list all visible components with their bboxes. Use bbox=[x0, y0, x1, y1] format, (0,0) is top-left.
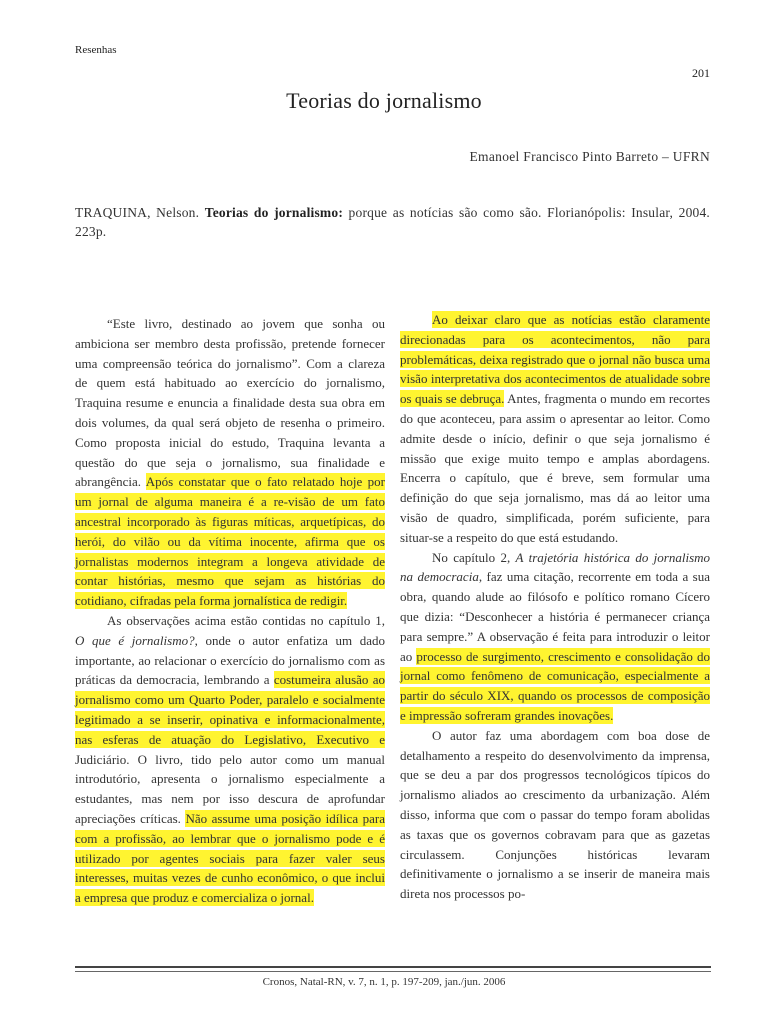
journal-footer: Cronos, Natal-RN, v. 7, n. 1, p. 197-209, jan./jun. 2006 bbox=[262, 976, 506, 988]
right-p2-chapter-title: A trajetória histórica do jornalismo na democracia bbox=[400, 549, 711, 585]
left-p2-chapter-title: O que é jornalismo? bbox=[75, 632, 195, 648]
left-paragraph-1 bbox=[75, 314, 385, 611]
left-column bbox=[75, 314, 385, 908]
book-citation bbox=[75, 203, 710, 241]
page-number: 201 bbox=[692, 66, 710, 80]
right-p1-highlight: Ao deixar claro que as notícias estão claramente direcionadas para os acontecimentos, não para problemáticas, deixa registrado que o jornal não busca uma visão interpretativa dos acontecimentos de atualidade sobre os quais se debruça. bbox=[400, 312, 710, 407]
right-paragraph-1 bbox=[400, 310, 710, 548]
right-p2-text-a: No capítulo 2, bbox=[432, 549, 516, 565]
left-p1-highlight: Após constatar que o fato relatado hoje por um jornal de alguma maneira é a re-visão de um fato ancestral incorporado às figuras míticas, arquetípicas, do herói, do vilão ou da vítima inocente, afirma que os jornalistas modernos integram a longeva atividade de contar histórias, mesmo que sejam as histórias do cotidiano, cifradas pela forma jornalística de redigir. bbox=[75, 474, 385, 609]
right-p2-text-b: , faz uma citação, recorrente em toda a sua obra, quando alude ao filósofo e político romano Cícero que dizia: “Desconhecer a história é permanecer criança para sempre.” A observação é feita para introduzir o leitor ao bbox=[400, 569, 710, 664]
left-p2-text-c: Judiciário. O livro, tido pelo autor como um manual introdutório, apresenta o jornalismo especialmente a estudantes, mas nem por isso descura de aprofundar apreciações críticas. bbox=[75, 751, 385, 826]
left-p2-highlight-2: Não assume uma posição idílica para com a profissão, ao lembrar que o jornalismo pode e é utilizado por agentes sociais para fazer valer seus interesses, muitas vezes de cunho econômico, o que inclui a empresa que produz e comercializa o jornal. bbox=[75, 810, 385, 906]
citation-details: porque as notícias são como são. Florianópolis: Insular, 2004. 223p. bbox=[75, 205, 711, 239]
right-paragraph-3 bbox=[400, 726, 710, 904]
right-column bbox=[400, 310, 710, 904]
citation-author: TRAQUINA, Nelson. bbox=[75, 205, 205, 220]
right-p2-highlight: processo de surgimento, crescimento e consolidação do jornal como fenômeno de comunicação, especialmente a partir do século XIX, quando os processos de composição e impressão sofreram grandes inovações. bbox=[400, 648, 710, 723]
footer-rule-thin bbox=[75, 971, 711, 972]
left-p2-highlight-1: costumeira alusão ao jornalismo como um Quarto Poder, paralelo e socialmente legitimado a se inserir, opinativa e informacionalmente, nas esferas de atuação do Legislativo, Executivo e bbox=[75, 672, 385, 747]
left-p2-text-b: , onde o autor enfatiza um dado importante, ao relacionar o exercício do jornalismo com as práticas da democracia, lembrando a bbox=[75, 632, 385, 688]
right-p3-text: O autor faz uma abordagem com boa dose de detalhamento a respeito do desenvolvimento da imprensa, que se deu a par dos progressos tecnológicos típicos do jornalismo aliados ao crescimento da urbanização. Além disso, informa que com o passar do tempo foram abolidas as taxas que os governos cobravam para que as gazetas circulassem. Conjunções históricas levaram definitivamente o jornalismo a se inserir de maneira mais direta nos processos po- bbox=[400, 727, 710, 902]
left-p2-text-a: As observações acima estão contidas no capítulo 1, bbox=[107, 612, 385, 628]
article-title: Teorias do jornalismo bbox=[286, 88, 482, 113]
left-p1-text: “Este livro, destinado ao jovem que sonha ou ambiciona ser membro desta profissão, pretende fornecer uma compreensão teórica do jornalismo”. Com a clareza de quem está habituado ao exercício do jornalismo, Traquina resume e enuncia a finalidade desta sua obra em dois volumes, da qual será objeto de resenha o primeiro. Como proposta inicial do estudo, Traquina levanta a questão do que seja o jornalismo, sua finalidade e abrangência. bbox=[75, 316, 385, 490]
left-paragraph-2 bbox=[75, 611, 385, 908]
footer-rule-thick bbox=[75, 966, 711, 968]
article-author: Emanoel Francisco Pinto Barreto – UFRN bbox=[469, 149, 710, 164]
right-p1-text: Antes, fragmenta o mundo em recortes do que aconteceu, para assim o apresentar ao leitor. Como admite desde o início, definir o que seja jornalismo é missão que exige muito tempo e amplas abordagens. Encerra o capítulo, que é breve, sem formular uma definição do que seja jornalismo, mas dá ao leitor uma visão de quadro, simplificada, porém suficiente, para situar-se a respeito do que está estudando. bbox=[400, 391, 711, 545]
citation-book-title: Teorias do jornalismo: bbox=[204, 205, 344, 220]
right-paragraph-2 bbox=[400, 548, 710, 726]
section-label: Resenhas bbox=[75, 44, 117, 56]
